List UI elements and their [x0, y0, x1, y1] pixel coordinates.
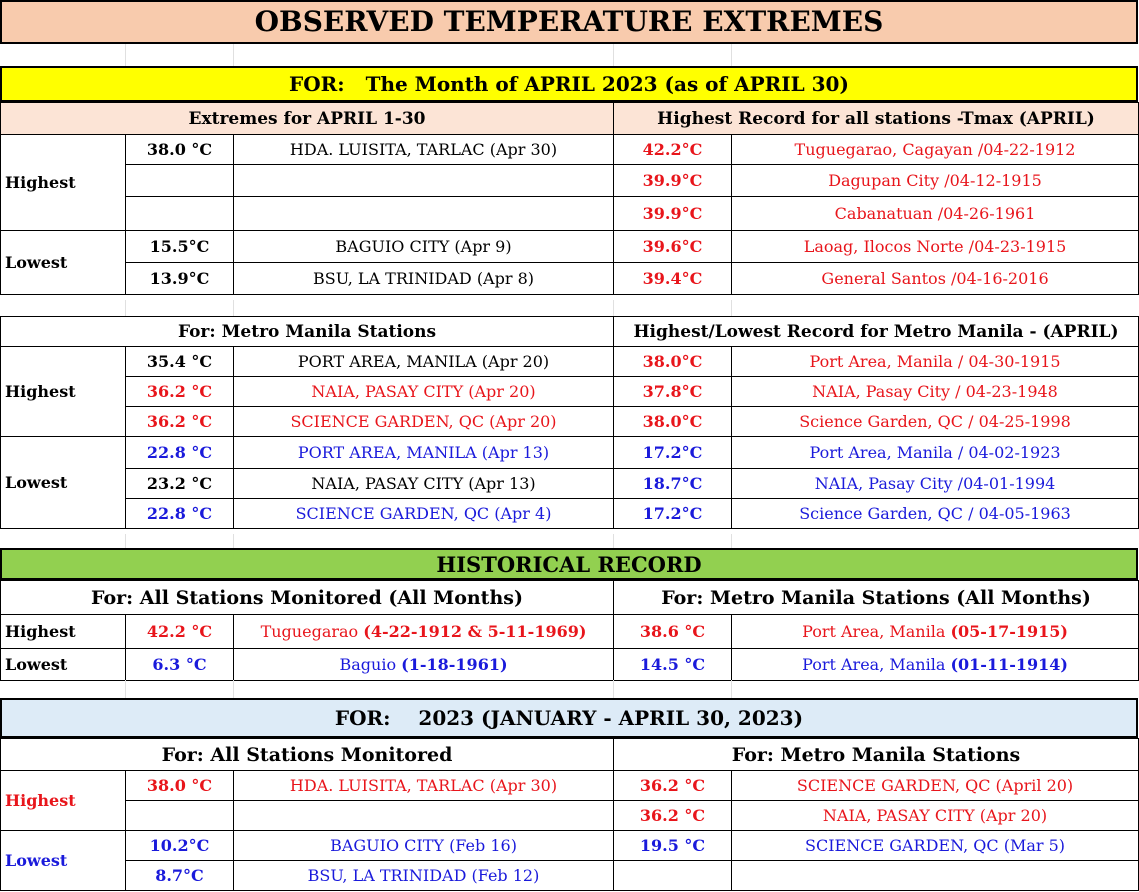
temp-value: 36.2	[146, 412, 186, 431]
year-banner-prefix: FOR:	[334, 706, 391, 730]
page-title: OBSERVED TEMPERATURE EXTREMES	[0, 0, 1138, 44]
station-name	[234, 197, 614, 231]
record-station: Science Garden, QC / 04-25-1998	[732, 407, 1139, 437]
spacer-row	[0, 44, 1138, 66]
highest-label: Highest	[1, 347, 126, 437]
temp-value: 23.2	[146, 474, 186, 493]
station-name: Tuguegarao	[260, 622, 359, 641]
station-name: BSU, LA TRINIDAD (Feb 12)	[234, 861, 614, 891]
station-name: SCIENCE GARDEN, QC (Apr 20)	[234, 407, 614, 437]
record-value: 14.5	[639, 655, 679, 674]
historical-right-header: For: Metro Manila Stations (All Months)	[614, 581, 1139, 615]
lowest-label: Lowest	[1, 437, 126, 529]
record-station: Port Area, Manila	[802, 655, 946, 674]
record-value: 38.6	[639, 622, 679, 641]
historical-left-header: For: All Stations Monitored (All Months)	[1, 581, 614, 615]
record-value: 36.2	[639, 806, 679, 825]
record-date: (1-18-1961)	[401, 655, 508, 674]
record-value: 37.8	[642, 382, 682, 401]
year-2023-table	[0, 738, 1139, 891]
temp-value: 38.0	[146, 776, 186, 795]
record-value: 36.2	[639, 776, 679, 795]
historical-banner: HISTORICAL RECORD	[0, 548, 1138, 580]
april-extremes-table	[0, 102, 1139, 295]
record-station: NAIA, Pasay City /04-01-1994	[732, 469, 1139, 499]
record-date: (4-22-1912 & 5-11-1969)	[363, 622, 587, 641]
year-right-header: For: Metro Manila Stations	[614, 739, 1139, 771]
record-station: Laoag, Ilocos Norte /04-23-1915	[732, 231, 1139, 263]
record-station	[732, 861, 1139, 891]
temp-value	[126, 197, 234, 231]
table-row: 36.2 °C NAIA, PASAY CITY (Apr 20) 37.8°C NAIA, Pasay City / 04-23-1948	[1, 377, 1139, 407]
table-row: 8.7°C BSU, LA TRINIDAD (Feb 12)	[1, 861, 1139, 891]
temp-value: 38.0	[146, 140, 186, 159]
april-right-header: Highest Record for all stations -Tmax (APRIL)	[614, 103, 1139, 135]
record-value: 39.9	[642, 171, 682, 190]
table-row: 39.9°C Dagupan City /04-12-1915	[1, 165, 1139, 197]
temp-value: 15.5	[149, 237, 189, 256]
table-row: Highest 38.0 °C HDA. LUISITA, TARLAC (Apr 30) 42.2°C Tuguegarao, Cagayan /04-22-1912	[1, 135, 1139, 165]
table-row: Highest 42.2 °C Tuguegarao (4-22-1912 & 5-11-1969) 38.6 °C Port Area, Manila (05-17-1915)	[1, 615, 1139, 649]
table-row: Highest 38.0 °C HDA. LUISITA, TARLAC (Apr 30) 36.2 °C SCIENCE GARDEN, QC (April 20)	[1, 771, 1139, 801]
spacer-row	[0, 534, 1138, 548]
highest-label: Highest	[1, 771, 126, 831]
record-station: Port Area, Manila / 04-30-1915	[732, 347, 1139, 377]
temp-value: 22.8	[146, 504, 186, 523]
table-row: 13.9°C BSU, LA TRINIDAD (Apr 8) 39.4°C General Santos /04-16-2016	[1, 263, 1139, 295]
record-station: Tuguegarao, Cagayan /04-22-1912	[732, 135, 1139, 165]
lowest-label: Lowest	[1, 831, 126, 891]
highest-label: Highest	[1, 615, 126, 649]
record-value: 39.6	[642, 237, 682, 256]
station-name: SCIENCE GARDEN, QC (Apr 4)	[234, 499, 614, 529]
table-row: 36.2 °C SCIENCE GARDEN, QC (Apr 20) 38.0°C Science Garden, QC / 04-25-1998	[1, 407, 1139, 437]
april-left-header: Extremes for APRIL 1-30	[1, 103, 614, 135]
record-date: (05-17-1915)	[950, 622, 1068, 641]
record-station: Dagupan City /04-12-1915	[732, 165, 1139, 197]
table-row: Lowest 6.3 °C Baguio (1-18-1961) 14.5 °C Port Area, Manila (01-11-1914)	[1, 649, 1139, 681]
record-value: 39.9	[642, 204, 682, 223]
year-banner	[0, 698, 1138, 738]
record-value	[614, 861, 732, 891]
lowest-label: Lowest	[1, 649, 126, 681]
metro-right-header: Highest/Lowest Record for Metro Manila - (APRIL)	[614, 317, 1139, 347]
table-row: Lowest 10.2°C BAGUIO CITY (Feb 16) 19.5 °C SCIENCE GARDEN, QC (Mar 5)	[1, 831, 1139, 861]
station-name: BAGUIO CITY (Apr 9)	[234, 231, 614, 263]
table-row: 22.8 °C SCIENCE GARDEN, QC (Apr 4) 17.2°C Science Garden, QC / 04-05-1963	[1, 499, 1139, 529]
station-name	[234, 165, 614, 197]
record-station: NAIA, Pasay City / 04-23-1948	[732, 377, 1139, 407]
temp-value: 42.2	[146, 622, 186, 641]
month-banner-prefix: FOR:	[289, 72, 345, 96]
table-row: 36.2 °C NAIA, PASAY CITY (Apr 20)	[1, 801, 1139, 831]
temp-value	[126, 165, 234, 197]
record-value: 17.2	[642, 504, 682, 523]
record-station: SCIENCE GARDEN, QC (Mar 5)	[732, 831, 1139, 861]
month-banner-text: The Month of APRIL 2023 (as of APRIL 30)	[365, 72, 849, 96]
table-row: Lowest 22.8 °C PORT AREA, MANILA (Apr 13) 17.2°C Port Area, Manila / 04-02-1923	[1, 437, 1139, 469]
table-row: 23.2 °C NAIA, PASAY CITY (Apr 13) 18.7°C NAIA, Pasay City /04-01-1994	[1, 469, 1139, 499]
station-name: BSU, LA TRINIDAD (Apr 8)	[234, 263, 614, 295]
month-banner	[0, 66, 1138, 102]
station-name: HDA. LUISITA, TARLAC (Apr 30)	[234, 771, 614, 801]
record-value: 38.0	[642, 412, 682, 431]
temp-value: 35.4	[146, 352, 186, 371]
record-station: Port Area, Manila	[802, 622, 946, 641]
station-name: PORT AREA, MANILA (Apr 20)	[234, 347, 614, 377]
table-row: Highest 35.4 °C PORT AREA, MANILA (Apr 20) 38.0°C Port Area, Manila / 04-30-1915	[1, 347, 1139, 377]
year-left-header: For: All Stations Monitored	[1, 739, 614, 771]
station-name: Baguio	[339, 655, 397, 674]
highest-label: Highest	[1, 135, 126, 231]
temp-value: 13.9	[149, 269, 189, 288]
temp-value: 36.2	[146, 382, 186, 401]
year-banner-text: 2023 (JANUARY - APRIL 30, 2023)	[418, 706, 804, 730]
station-name	[234, 801, 614, 831]
record-station: SCIENCE GARDEN, QC (April 20)	[732, 771, 1139, 801]
record-station: General Santos /04-16-2016	[732, 263, 1139, 295]
spacer-row	[0, 680, 1138, 698]
record-value: 38.0	[642, 352, 682, 371]
metro-manila-table	[0, 316, 1139, 529]
record-value: 39.4	[642, 269, 682, 288]
lowest-label: Lowest	[1, 231, 126, 295]
station-name: PORT AREA, MANILA (Apr 13)	[234, 437, 614, 469]
temp-value	[126, 801, 234, 831]
station-name: NAIA, PASAY CITY (Apr 13)	[234, 469, 614, 499]
temp-value: 22.8	[146, 443, 186, 462]
station-name: BAGUIO CITY (Feb 16)	[234, 831, 614, 861]
record-value: 18.7	[642, 474, 682, 493]
spacer-row	[0, 300, 1138, 316]
station-name: NAIA, PASAY CITY (Apr 20)	[234, 377, 614, 407]
record-value: 19.5	[639, 836, 679, 855]
record-station: Science Garden, QC / 04-05-1963	[732, 499, 1139, 529]
historical-table	[0, 580, 1139, 681]
record-station: Cabanatuan /04-26-1961	[732, 197, 1139, 231]
record-station: NAIA, PASAY CITY (Apr 20)	[732, 801, 1139, 831]
station-name: HDA. LUISITA, TARLAC (Apr 30)	[234, 135, 614, 165]
record-value: 17.2	[642, 443, 682, 462]
record-date: (01-11-1914)	[950, 655, 1068, 674]
metro-left-header: For: Metro Manila Stations	[1, 317, 614, 347]
temp-value: 8.7	[155, 866, 184, 885]
record-value: 42.2	[642, 140, 682, 159]
record-station: Port Area, Manila / 04-02-1923	[732, 437, 1139, 469]
temp-value: 10.2	[149, 836, 189, 855]
temp-value: 6.3	[152, 655, 181, 674]
table-row: Lowest 15.5°C BAGUIO CITY (Apr 9) 39.6°C Laoag, Ilocos Norte /04-23-1915	[1, 231, 1139, 263]
table-row: 39.9°C Cabanatuan /04-26-1961	[1, 197, 1139, 231]
